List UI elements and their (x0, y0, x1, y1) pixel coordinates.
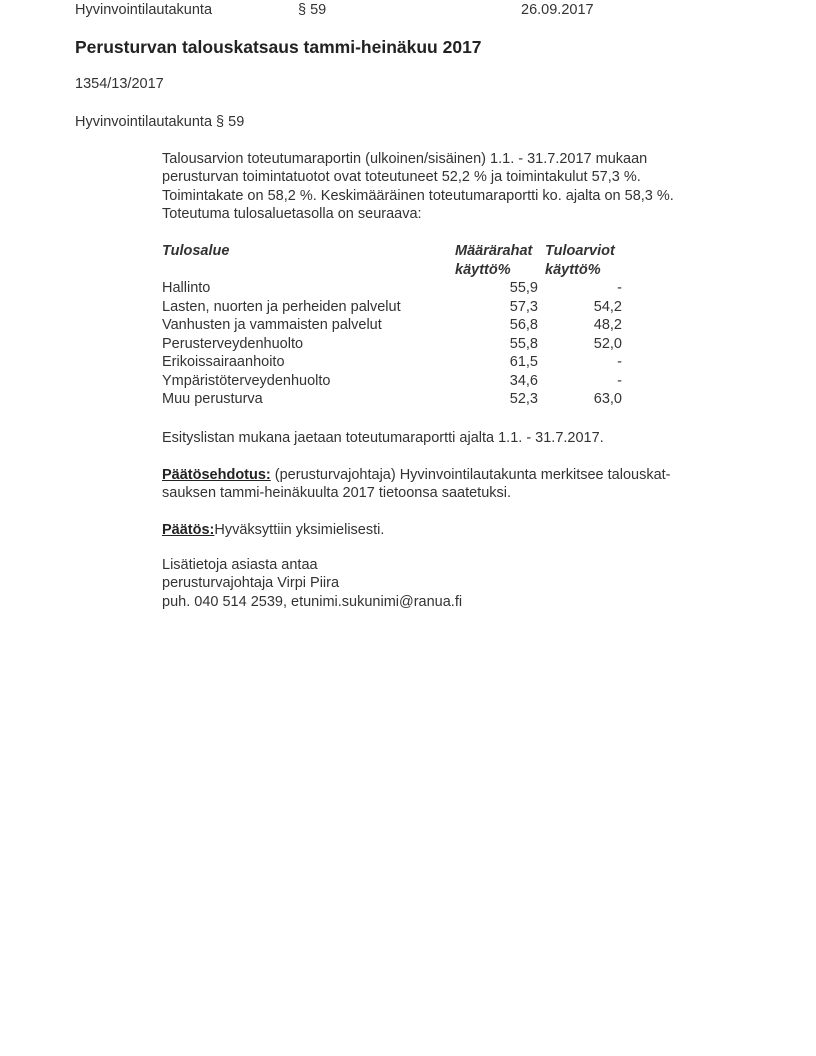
attachment-note: Esityslistan mukana jaetaan toteutumaraportti ajalta 1.1. - 31.7.2017. (162, 430, 604, 446)
decision-text: Hyväksyttiin yksimielisesti. (214, 522, 385, 538)
row-maararahat: 55,8 (509, 335, 538, 352)
proposal-line1-rest: (perusturvajohtaja) Hyvinvointilautakunta merkitsee talouskat- (270, 467, 671, 483)
row-label: Vanhusten ja vammaisten palvelut (162, 317, 382, 333)
row-label: Muu perusturva (162, 391, 263, 407)
row-label: Erikoissairaanhoito (162, 354, 285, 370)
header-date: 26.09.2017 (521, 2, 594, 18)
row-label: Lasten, nuorten ja perheiden palvelut (162, 298, 401, 315)
contact-info (162, 556, 462, 611)
decision-proposal (162, 466, 671, 503)
table-header-row (162, 242, 624, 261)
table-row (162, 316, 624, 335)
intro-paragraph (162, 150, 674, 224)
row-tuloarviot: - (617, 280, 622, 296)
col-header-maararahat: Määrärahat (455, 243, 533, 259)
row-maararahat: 52,3 (509, 391, 538, 407)
table-row (162, 279, 624, 298)
row-maararahat: 34,6 (509, 372, 538, 389)
row-maararahat: 56,8 (509, 317, 538, 333)
row-label: Perusterveydenhuolto (162, 335, 304, 352)
table-row (162, 372, 624, 391)
contact-line: Lisätietoja asiasta antaa (162, 557, 318, 573)
proposal-line1 (162, 466, 671, 484)
intro-line: Toimintakate on 58,2 %. Keskimääräinen toteutumaraportti ko. ajalta on 58,3 %. (162, 187, 674, 204)
contact-line: perusturvajohtaja Virpi Piira (162, 575, 340, 592)
row-tuloarviot: 63,0 (593, 391, 622, 407)
decision-label: Päätös: (162, 522, 215, 538)
proposal-line2: sauksen tammi-heinäkuulta 2017 tietoonsa saatetuksi. (162, 485, 512, 502)
page-title: Perusturvan talouskatsaus tammi-heinäkuu 2017 (75, 37, 482, 57)
subheading-committee-section: Hyvinvointilautakunta § 59 (75, 114, 245, 130)
table-row (162, 298, 624, 317)
table-row (162, 353, 624, 372)
row-maararahat: 57,3 (509, 298, 538, 315)
col-header-kaytto-1: käyttö% (455, 261, 511, 278)
case-number: 1354/13/2017 (75, 76, 164, 92)
table-header-row2 (162, 261, 624, 280)
row-tuloarviot: - (617, 354, 622, 370)
budget-table (162, 242, 624, 409)
header-committee: Hyvinvointilautakunta (75, 2, 213, 18)
decision (162, 522, 384, 538)
proposal-label: Päätösehdotus: (162, 467, 271, 483)
intro-line: perusturvan toimintatuotot ovat toteutuneet 52,2 % ja toimintakulut 57,3 %. (162, 169, 641, 186)
intro-line: Toteutuma tulosaluetasolla on seuraava: (162, 206, 422, 223)
row-tuloarviot: 48,2 (593, 317, 622, 333)
contact-line: puh. 040 514 2539, etunimi.sukunimi@ranua.fi (162, 593, 463, 610)
table-row (162, 390, 624, 409)
row-label: Hallinto (162, 280, 211, 296)
header-section-number: § 59 (298, 2, 327, 18)
intro-line: Talousarvion toteutumaraportin (ulkoinen/sisäinen) 1.1. - 31.7.2017 mukaan (162, 151, 648, 167)
row-tuloarviot: 54,2 (593, 298, 622, 315)
row-label: Ympäristöterveydenhuolto (162, 372, 331, 389)
col-header-tuloarviot: Tuloarviot (545, 243, 615, 259)
row-tuloarviot: - (617, 372, 622, 389)
row-maararahat: 55,9 (509, 280, 538, 296)
row-tuloarviot: 52,0 (593, 335, 622, 352)
row-maararahat: 61,5 (509, 354, 538, 370)
table-row (162, 335, 624, 354)
col-header-tulosalue: Tulosalue (162, 243, 230, 259)
col-header-kaytto-2: käyttö% (545, 261, 601, 278)
